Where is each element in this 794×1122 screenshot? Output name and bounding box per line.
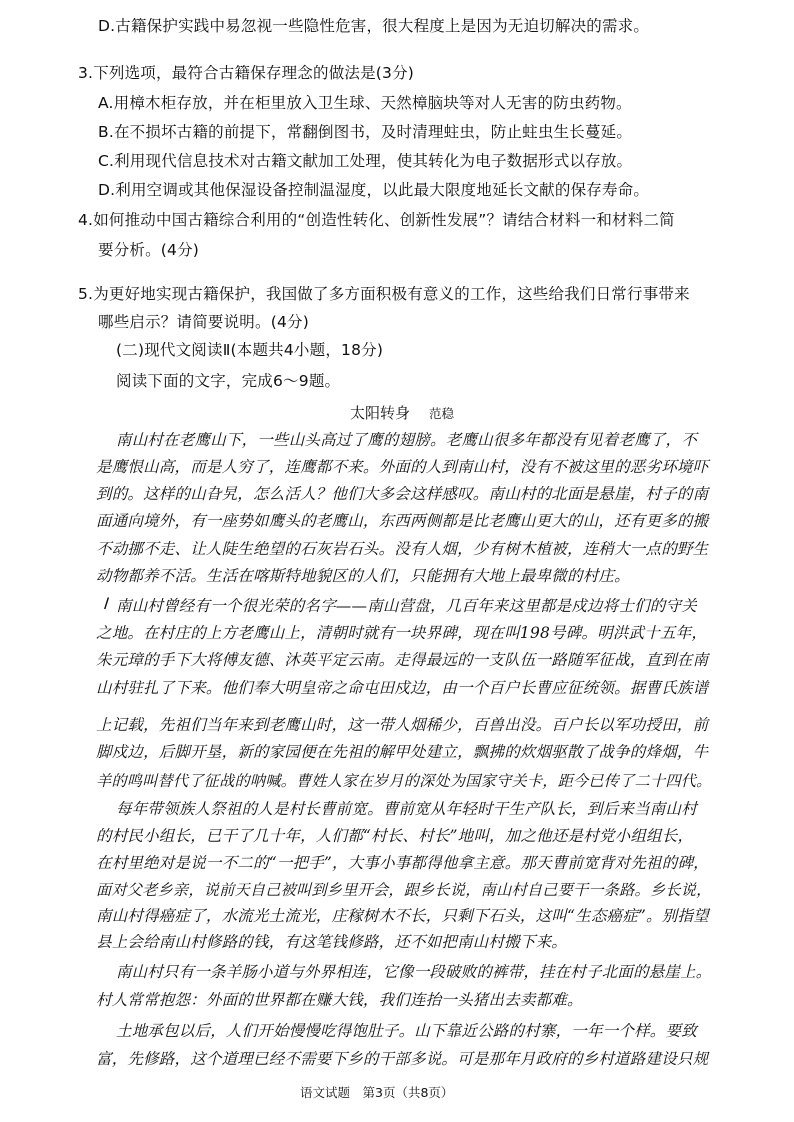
article-line-13: 羊的鸣叫替代了征战的呐喊。曹姓人家在岁月的深处为国家守关卡，距今已传了二十四代。: [96, 772, 712, 790]
article-line-10: 山村驻扎了下来。他们奉大明皇帝之命屯田戍边，由一个百户长曹应征统领。据曹氏族谱: [96, 679, 709, 697]
article-line-8: 之地。在村庄的上方老鹰山上，清朝时就有一块界碑，现在叫198号碑。明洪武十五年，: [96, 624, 708, 642]
pen-mark: /: [104, 596, 110, 612]
article-line-2: 是鹰恨山高，而是人穷了，连鹰都不来。外面的人到南山村，没有不被这里的恶劣环境吓: [96, 458, 709, 476]
question-4-line-2: 要分析。(4分): [98, 241, 200, 259]
page-footer: 语文试题 第3页（共8页）: [300, 1085, 454, 1100]
article-line-20: 南山村只有一条羊肠小道与外界相连，它像一段破败的裤带，挂在村子北面的悬崖上。: [116, 963, 712, 981]
question-2-option-d: D.古籍保护实践中易忽视一些隐性危害，很大程度上是因为无迫切解决的需求。: [98, 17, 650, 35]
article-line-5: 不动挪不走、让人陡生绝望的石灰岩石头。没有人烟，少有树木植被，连稍大一点的野生: [96, 540, 709, 558]
article-line-6: 动物都养不活。生活在喀斯特地貌区的人们，只能拥有大地上最卑微的村庄。: [96, 567, 630, 585]
article-line-3: 到的。这样的山旮旯，怎么活人？他们大多会这样感叹。南山村的北面是悬崖，村子的南: [96, 485, 709, 503]
question-3-option-a: A.用樟木柜存放，并在柜里放入卫生球、天然樟脑块等对人无害的防虫药物。: [98, 94, 632, 112]
article-line-9: 朱元璋的手下大将傅友德、沐英平定云南。走得最远的一支队伍一路随军征战，直到在南: [96, 651, 709, 669]
article-line-1: 南山村在老鹰山下，一些山头高过了鹰的翅膀。老鹰山很多年都没有见着老鹰了，不: [116, 431, 697, 449]
question-3-option-b: B.在不损坏古籍的前提下，常翻倒图书，及时清理蛀虫，防止蛀虫生长蔓延。: [98, 123, 633, 141]
question-4-line-1: 4.如何推动中国古籍综合利用的“创造性转化、创新性发展”？请结合材料一和材料二简: [78, 211, 675, 229]
article-line-15: 的村民小组长，已干了几十年，人们都“村长、村长”地叫，加之他还是村党小组组长，: [96, 827, 694, 845]
article-line-7: 南山村曾经有一个很光荣的名字——南山营盘，几百年来这里都是戍边将士们的守关: [116, 597, 697, 615]
section-heading: (二)现代文阅读Ⅱ(本题共4小题，18分): [116, 341, 384, 359]
question-5-line-1: 5.为更好地实现古籍保护，我国做了多方面积极有意义的工作，这些给我们日常行事带来: [78, 285, 690, 303]
article-title: 太阳转身: [350, 404, 411, 422]
question-3-stem: 3.下列选项，最符合古籍保存理念的做法是(3分): [78, 64, 415, 82]
article-line-21: 村人常常抱怨：外面的世界都在赚大钱，我们连抬一头猪出去卖都难。: [96, 991, 583, 1009]
article-line-19: 县上会给南山村修路的钱，有这笔钱修路，还不如把南山村搬下来。: [96, 933, 568, 951]
article-line-18: 南山村得癌症了，水流光土流光，庄稼树木不长，只剩下石头，这叫“生态癌症”。别指望: [96, 907, 709, 925]
article-line-23: 富，先修路，这个道理已经不需要下乡的干部多说。可是那年月政府的乡村道路建设只规: [96, 1050, 709, 1068]
article-line-11: 上记载，先祖们当年来到老鹰山时，这一带人烟稀少，百兽出没。百户长以军功授田，前: [96, 716, 709, 734]
article-line-16: 在村里绝对是说一不二的“一把手”，大事小事都得他拿主意。那天曹前宽背对先祖的碑，: [96, 854, 709, 872]
question-3-option-d: D.利用空调或其他保湿设备控制温湿度，以此最大限度地延长文献的保存寿命。: [98, 181, 650, 199]
question-5-line-2: 哪些启示？请简要说明。(4分): [98, 313, 309, 331]
article-author: 范稳: [429, 406, 455, 421]
article-line-22: 土地承包以后，人们开始慢慢吃得饱肚子。山下靠近公路的村寨，一年一个样。要致: [116, 1022, 697, 1040]
article-line-17: 面对父老乡亲，说前天自己被叫到乡里开会，跟乡长说，南山村自己要干一条路。乡长说，: [96, 881, 712, 899]
article-line-14: 每年带领族人祭祖的人是村长曹前宽。曹前宽从年轻时干生产队长，到后来当南山村: [116, 800, 697, 818]
section-instruction: 阅读下面的文字，完成6～9题。: [116, 372, 341, 390]
article-line-12: 脚戍边，后脚开垦，新的家园便在先祖的解甲处建立，飘拂的炊烟驱散了战争的烽烟，牛: [96, 743, 709, 761]
article-line-4: 面通向境外，有一座势如鹰头的老鹰山，东西两侧都是比老鹰山更大的山，还有更多的搬: [96, 512, 709, 530]
question-3-option-c: C.利用现代信息技术对古籍文献加工处理，使其转化为电子数据形式以存放。: [98, 152, 633, 170]
